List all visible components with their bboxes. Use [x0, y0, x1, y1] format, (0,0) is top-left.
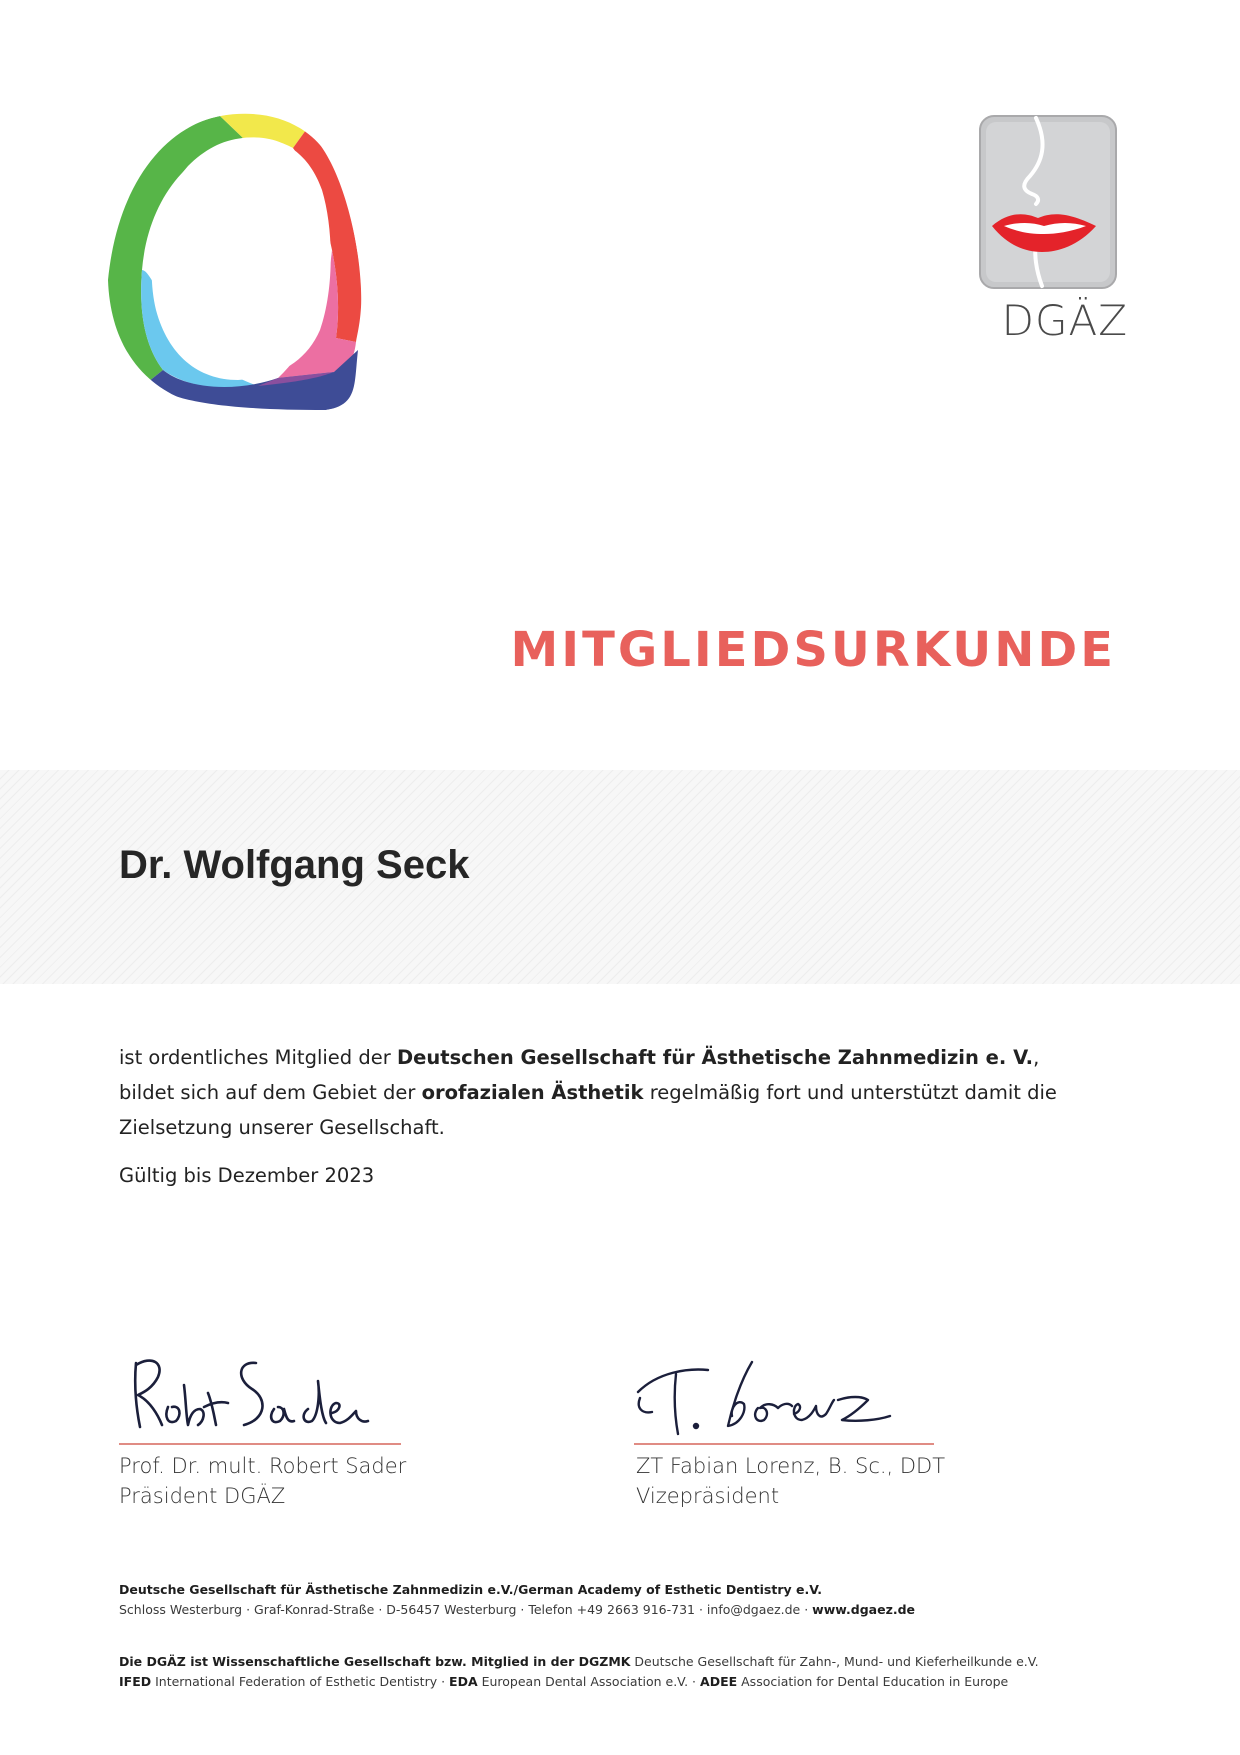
signatory-name: Prof. Dr. mult. Robert Sader	[119, 1454, 407, 1478]
footer-ifed: IFED	[119, 1674, 152, 1689]
signatory-name: ZT Fabian Lorenz, B. Sc., DDT	[636, 1454, 946, 1478]
footer-address-text: Schloss Westerburg · Graf-Konrad-Straße · D-56457 Westerburg · Telefon +49 2663 916-731 · info@dgaez.de ·	[119, 1602, 813, 1617]
signature-line	[119, 1443, 401, 1445]
footer-ifed-text: International Federation of Esthetic Dentistry ·	[151, 1674, 450, 1689]
statement-text: , bildet sich auf dem Gebiet der	[119, 1046, 1040, 1104]
footer-membership	[119, 1652, 1039, 1672]
dgaez-wordmark: DGÄZ	[1001, 296, 1128, 345]
footer-membership-bold: Die DGÄZ ist Wissenschaftliche Gesellschaft bzw. Mitglied in der DGZMK	[119, 1654, 631, 1669]
signature-fabian-lorenz	[628, 1352, 908, 1442]
footer-affiliations	[119, 1672, 1008, 1692]
footer-website-link[interactable]: www.dgaez.de	[812, 1602, 916, 1617]
signatory-role: Vizepräsident	[636, 1484, 780, 1508]
multicolor-ring-logo-icon	[108, 110, 408, 460]
dgaez-face-lips-icon	[978, 114, 1118, 290]
footer-adee: ADEE	[700, 1674, 738, 1689]
document-title: MITGLIEDSURKUNDE	[510, 622, 1116, 678]
footer-address	[119, 1600, 915, 1620]
member-name: Dr. Wolfgang Seck	[119, 843, 470, 887]
field-name: orofazialen Ästhetik	[421, 1081, 644, 1104]
footer-membership-text: Deutsche Gesellschaft für Zahn-, Mund- und Kieferheilkunde e.V.	[630, 1654, 1039, 1669]
footer-organization: Deutsche Gesellschaft für Ästhetische Zahnmedizin e.V./German Academy of Esthetic Dentistry e.V.	[119, 1582, 823, 1597]
footer-adee-text: Association for Dental Education in Europe	[737, 1674, 1009, 1689]
statement-text: regelmäßig fort und unterstützt damit die Zielsetzung unserer Gesellschaft.	[119, 1081, 1057, 1139]
validity-text: Gültig bis Dezember 2023	[119, 1164, 375, 1187]
signatory-role: Präsident DGÄZ	[119, 1484, 286, 1508]
signature-robert-sader	[128, 1345, 388, 1440]
society-name: Deutschen Gesellschaft für Ästhetische Zahnmedizin e. V.	[396, 1046, 1034, 1069]
statement-text: ist ordentliches Mitglied der	[119, 1046, 397, 1069]
membership-statement	[119, 1040, 1079, 1145]
footer-eda-text: European Dental Association e.V. ·	[477, 1674, 701, 1689]
signature-line	[634, 1443, 934, 1445]
footer-eda: EDA	[449, 1674, 478, 1689]
